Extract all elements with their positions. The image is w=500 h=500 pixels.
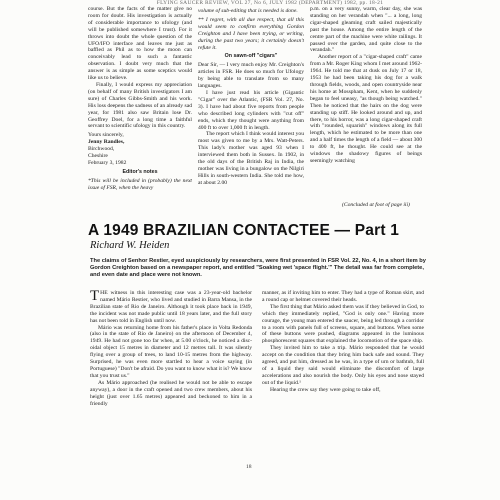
article-paragraph-text: HE witness in this interesting case was a 23-year-old bachelor named Mário Restier, who lived and studied in Barra Mansa, in the Brazilian state of Rio de Janeiro. Although it took place back in 1949, the incident was not made public until 18 years later, and the full story has not been told in English until now. [90, 290, 252, 324]
page-number: 18 [246, 464, 252, 470]
letters-column-2 [198, 6, 304, 206]
signature-place: Birchwood, [88, 146, 115, 153]
article-paragraph [90, 290, 252, 325]
article-standfirst: The claims of Senhor Restier, eyed suspiciously by researchers, were first presented in FSR Vol. 22, No. 4, in a short item by Gordon Creighton based on a newspaper report, and entitled "Soaking wet 'space flight.'" The detail was far from complete, and even date and place were not known. [90, 258, 426, 278]
article-column-2 [262, 290, 424, 440]
letter-salutation: Dear Sir, — I very much enjoy Mr. Creighton's articles in FSR. He does so much for Ufology by being able to translate from so many languages. [198, 62, 304, 90]
signature-closing: Yours sincerely, [88, 132, 124, 139]
editors-note: *This will be included in (probably) the next issue of FSR, when the heavy [88, 177, 192, 191]
running-head: FLYING SAUCER REVIEW, VOL 27, No 6, JULY 1982 (DEPARTMENT) 1982, pp. 18-21 [156, 0, 384, 6]
editors-notes-heading: Editor's notes [122, 168, 158, 175]
article-paragraph: Mário was returning home from his father's place in Volta Redonda (also in the state of Rio de Janeiro) on the afternoon of December 4, 1949. He had not gone too far when, at 5.00 o'clock, he noticed a disc-oidal object 15 metres in diameter and 12 metres tall. It was silently flying over a group of trees, to land 10-15 metres from the highway. Surprised, he was even more startled to hear a voice saying (in Portuguese) "Don't be afraid. Do you want to know what it is? We know that you trust us." [90, 324, 252, 379]
editors-note-continued: volume of sub-editing that is needed is done. [198, 8, 298, 14]
article-paragraph: Hearing the crew say they were going to take off, [270, 386, 381, 393]
continuation-note: (Concluded at foot of page iii) [342, 202, 410, 208]
article-paragraph: As Mário approached (he realised he would not be able to escape anyway), a door in the craft opened and two crew members, about his height (just over 1.65 metres) appeared and beckoned to him in a friendly [90, 379, 252, 407]
letter-paragraph: The report which I think would interest you most was given to me by a Mrs. Watt-Peters. This lady's mother was aged 93 when I interviewed them both in Sussex. In 1902, in the old days of the British Raj in India, the mother was living in a bungalow on the Nilgiri Hills in south-western India. She told me how, at about 2.00 [198, 131, 304, 186]
letter-paragraph: I have just read his article (Gigantic "Cigar" over the Atlantic, (FSR Vol. 27, No. 3). I have had about five reports from people who described long cylinders with "cut off" ends, which they thought were anything from 400 ft to over 1,000 ft in length. [198, 89, 304, 131]
signature-date: February 3, 1982 [88, 159, 127, 166]
letters-column-1 [88, 6, 192, 206]
letter-paragraph: Another report of a "cigar-shaped craft" came from a Mr. Roger King whom I met around 1962-1964. He told me that at dusk on July 17 or 18, 1953 he had been taking his dog for a walk through fields, woods, and open countryside near his home at Mosspham, Kent, when he suddenly began to feel uneasy, "as though being watched." Then he noticed that the hairs on the dog were standing up stiff. He looked around and up, and there, to his horror, was a long cigar-shaped craft with "rounded, squarish" windows along its full length, which he estimated to be more than one and a half times the length of a field — about 300 to 400 ft, he thought. He could see at the windows the shadowy figures of beings seemingly watching [310, 54, 422, 164]
article-paragraph: The first thing that Mário asked them was if they believed in God, to which they immediately replied, "God is only one." Having more courage, the young man entered the saucer, being led through a corridor to a room with panels full of screens, square, and buttons. When some of these buttons were pushed, diagrams appeared in the luminous phosphorescent squares that explained the locomotion of the space ship. [262, 303, 424, 345]
drop-cap: T [90, 290, 100, 304]
letter-paragraph: course. But the facts of the matter give no room for doubt. His investigation is actually of considerable importance to ufology (and will be published somewhere I trust). For it throws into doubt the whole question of the UFO/IFO interface and leaves me just as baffled as Phil as to how the moon can conceivably lead to such a fantastic observation. I doubt very much that the answer is as simple as some sceptics would like us to believe. [88, 6, 192, 82]
letter-signature [88, 132, 192, 167]
article-paragraph: They invited him to take a trip. Mário responded that he would accept on the condition that they bring him back safe and sound. They agreed, and put him, dressed as he was, in a type of urn or bathtub, full of a liquid they said would eliminate the discomfort of large accelerations and also nourish the body. Only his eyes and nose stayed out of the liquid.¹ [262, 345, 424, 386]
article-column-1 [90, 290, 252, 440]
article-byline: Richard W. Heiden [90, 240, 170, 251]
editors-aside: ** I regret, with all due respect, that all this would seem to confirm everything Gordon Creighton and I have been trying, or writing, during the past two years; it certainly doesn't refute it. [198, 16, 304, 51]
signature-name: Jenny Randles, [88, 139, 125, 146]
letter-subhead: On sawn-off "cigars" [224, 53, 278, 60]
letter-paragraph: Finally, I would express my appreciation (on behalf of many British investigators I am sure) of Charles Gibbs-Smith and his work. His loss deepens the sadness of an already sad year, for 1981 also saw Britain lose Dr. Geoffrey Doel, for a long time a faithful servant to scientific ufology in this country. [88, 81, 192, 130]
letters-column-3 [310, 6, 422, 206]
article-title: A 1949 BRAZILIAN CONTACTEE — Part 1 [88, 222, 400, 239]
signature-county: Cheshire [88, 153, 108, 160]
article-paragraph: manner, as if inviting him to enter. They had a type of Roman skirt, and a round cap or helmet covered their heads. [262, 290, 424, 303]
letter-paragraph: p.m. on a very sunny, warm, clear day, she was standing on her verandah when "... a long, long cigar-shaped gleaming craft sailed majestically past the house. Among the entire length of the centre part of the machine were white railings. It passed over the garden, and quite close to the verandah." [310, 6, 422, 54]
